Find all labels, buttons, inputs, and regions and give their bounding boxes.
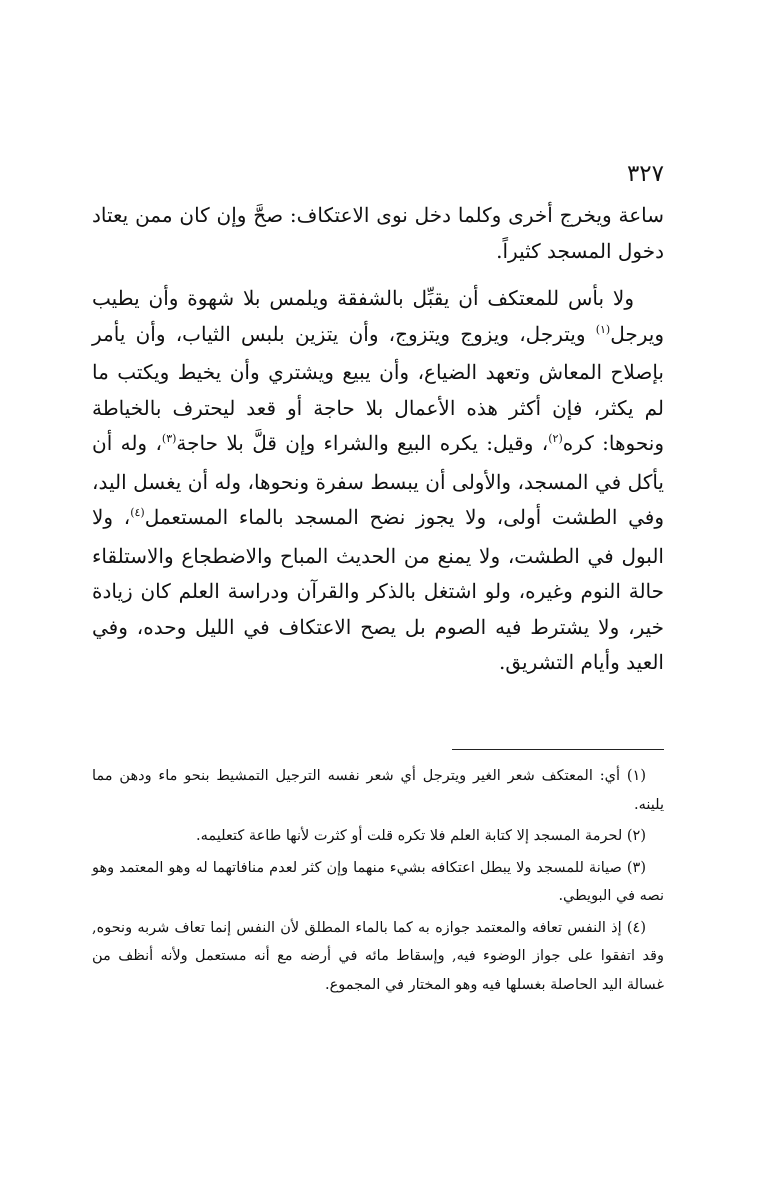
- footnotes-section: [92, 762, 664, 1002]
- paragraph-2-text-c: ، وقيل: يكره البيع والشراء وإن قلَّ بلا حاجة: [176, 431, 549, 455]
- paragraph-2-text-b: ويترجل، ويزوج ويتزوج، وأن يتزين بلبس الثياب، وأن يأمر بإصلاح المعاش وتعهد الضياع، وأن يبيع ويشتري وأن يخيط ويكتب ما لم يكثر، فإن أكثر هذه الأعمال بلا حاجة أو قعد ليحترف بالخياطة ونحوها: كره: [92, 321, 664, 455]
- footnote-marker-4: (٤): [130, 506, 145, 519]
- footnote-marker-2: (٢): [548, 432, 563, 445]
- paragraph-2-text-e: ، ولا البول في الطشت، ولا يمنع من الحديث المباح والاضطجاع والاستلقاء حالة النوم وغيره، ولو اشتغل بالذكر والقرآن ودراسة العلم كان زيادة خير، ولا يشترط فيه الصوم بل يصح الاعتكاف في الليل وحده، وفي العيد وأيام التشريق.: [92, 505, 664, 674]
- footnote-separator: [452, 749, 664, 750]
- page-number: ٣٢٧: [626, 161, 664, 187]
- body-paragraph-2: [92, 281, 664, 681]
- paragraph-2-text-a: ولا بأس للمعتكف أن يقبِّل بالشفقة ويلمس بلا شهوة وأن يطيب ويرجل: [92, 286, 664, 346]
- footnote-4: (٤) إذ النفس تعافه والمعتمد جوازه به كما بالماء المطلق لأن النفس إنما تعاف شربه ونحوه, وقد اتفقوا على جواز الوضوء فيه, وإسقاط مائه في أرضه مع أنه مستعمل ولأنه أنظف من غسالة اليد الحاصلة بغسلها فيه وهو المختار في المجموع.: [92, 919, 664, 993]
- footnote-1: (١) أي: المعتكف شعر الغير ويترجل أي شعر نفسه الترجيل التمشيط بنحو ماء ودهن مما يلينه.: [92, 768, 664, 813]
- footnote-marker-1: (١): [595, 322, 611, 336]
- footnote-marker-3: (٣): [161, 432, 177, 445]
- footnote-2: (٢) لحرمة المسجد إلا كتابة العلم فلا تكره قلت أو كثرت لأنها طاعة كتعليمه.: [196, 828, 646, 844]
- paragraph-2-text-d: ، وله أن يأكل في المسجد، والأولى أن يبسط سفرة ونحوها، وله أن يغسل اليد، وفي الطشت أولى، ولا يجوز نضح المسجد بالماء المستعمل: [92, 431, 664, 529]
- body-paragraph-1: ساعة ويخرج أخرى وكلما دخل نوى الاعتكاف: صحَّ وإن كان ممن يعتاد دخول المسجد كثيراً.: [92, 203, 664, 263]
- footnote-3: (٣) صيانة للمسجد ولا يبطل اعتكافه بشيء منهما وإن كثر لعدم منافاتهما له وهو المعتمد وهو نصه في البويطي.: [92, 859, 664, 904]
